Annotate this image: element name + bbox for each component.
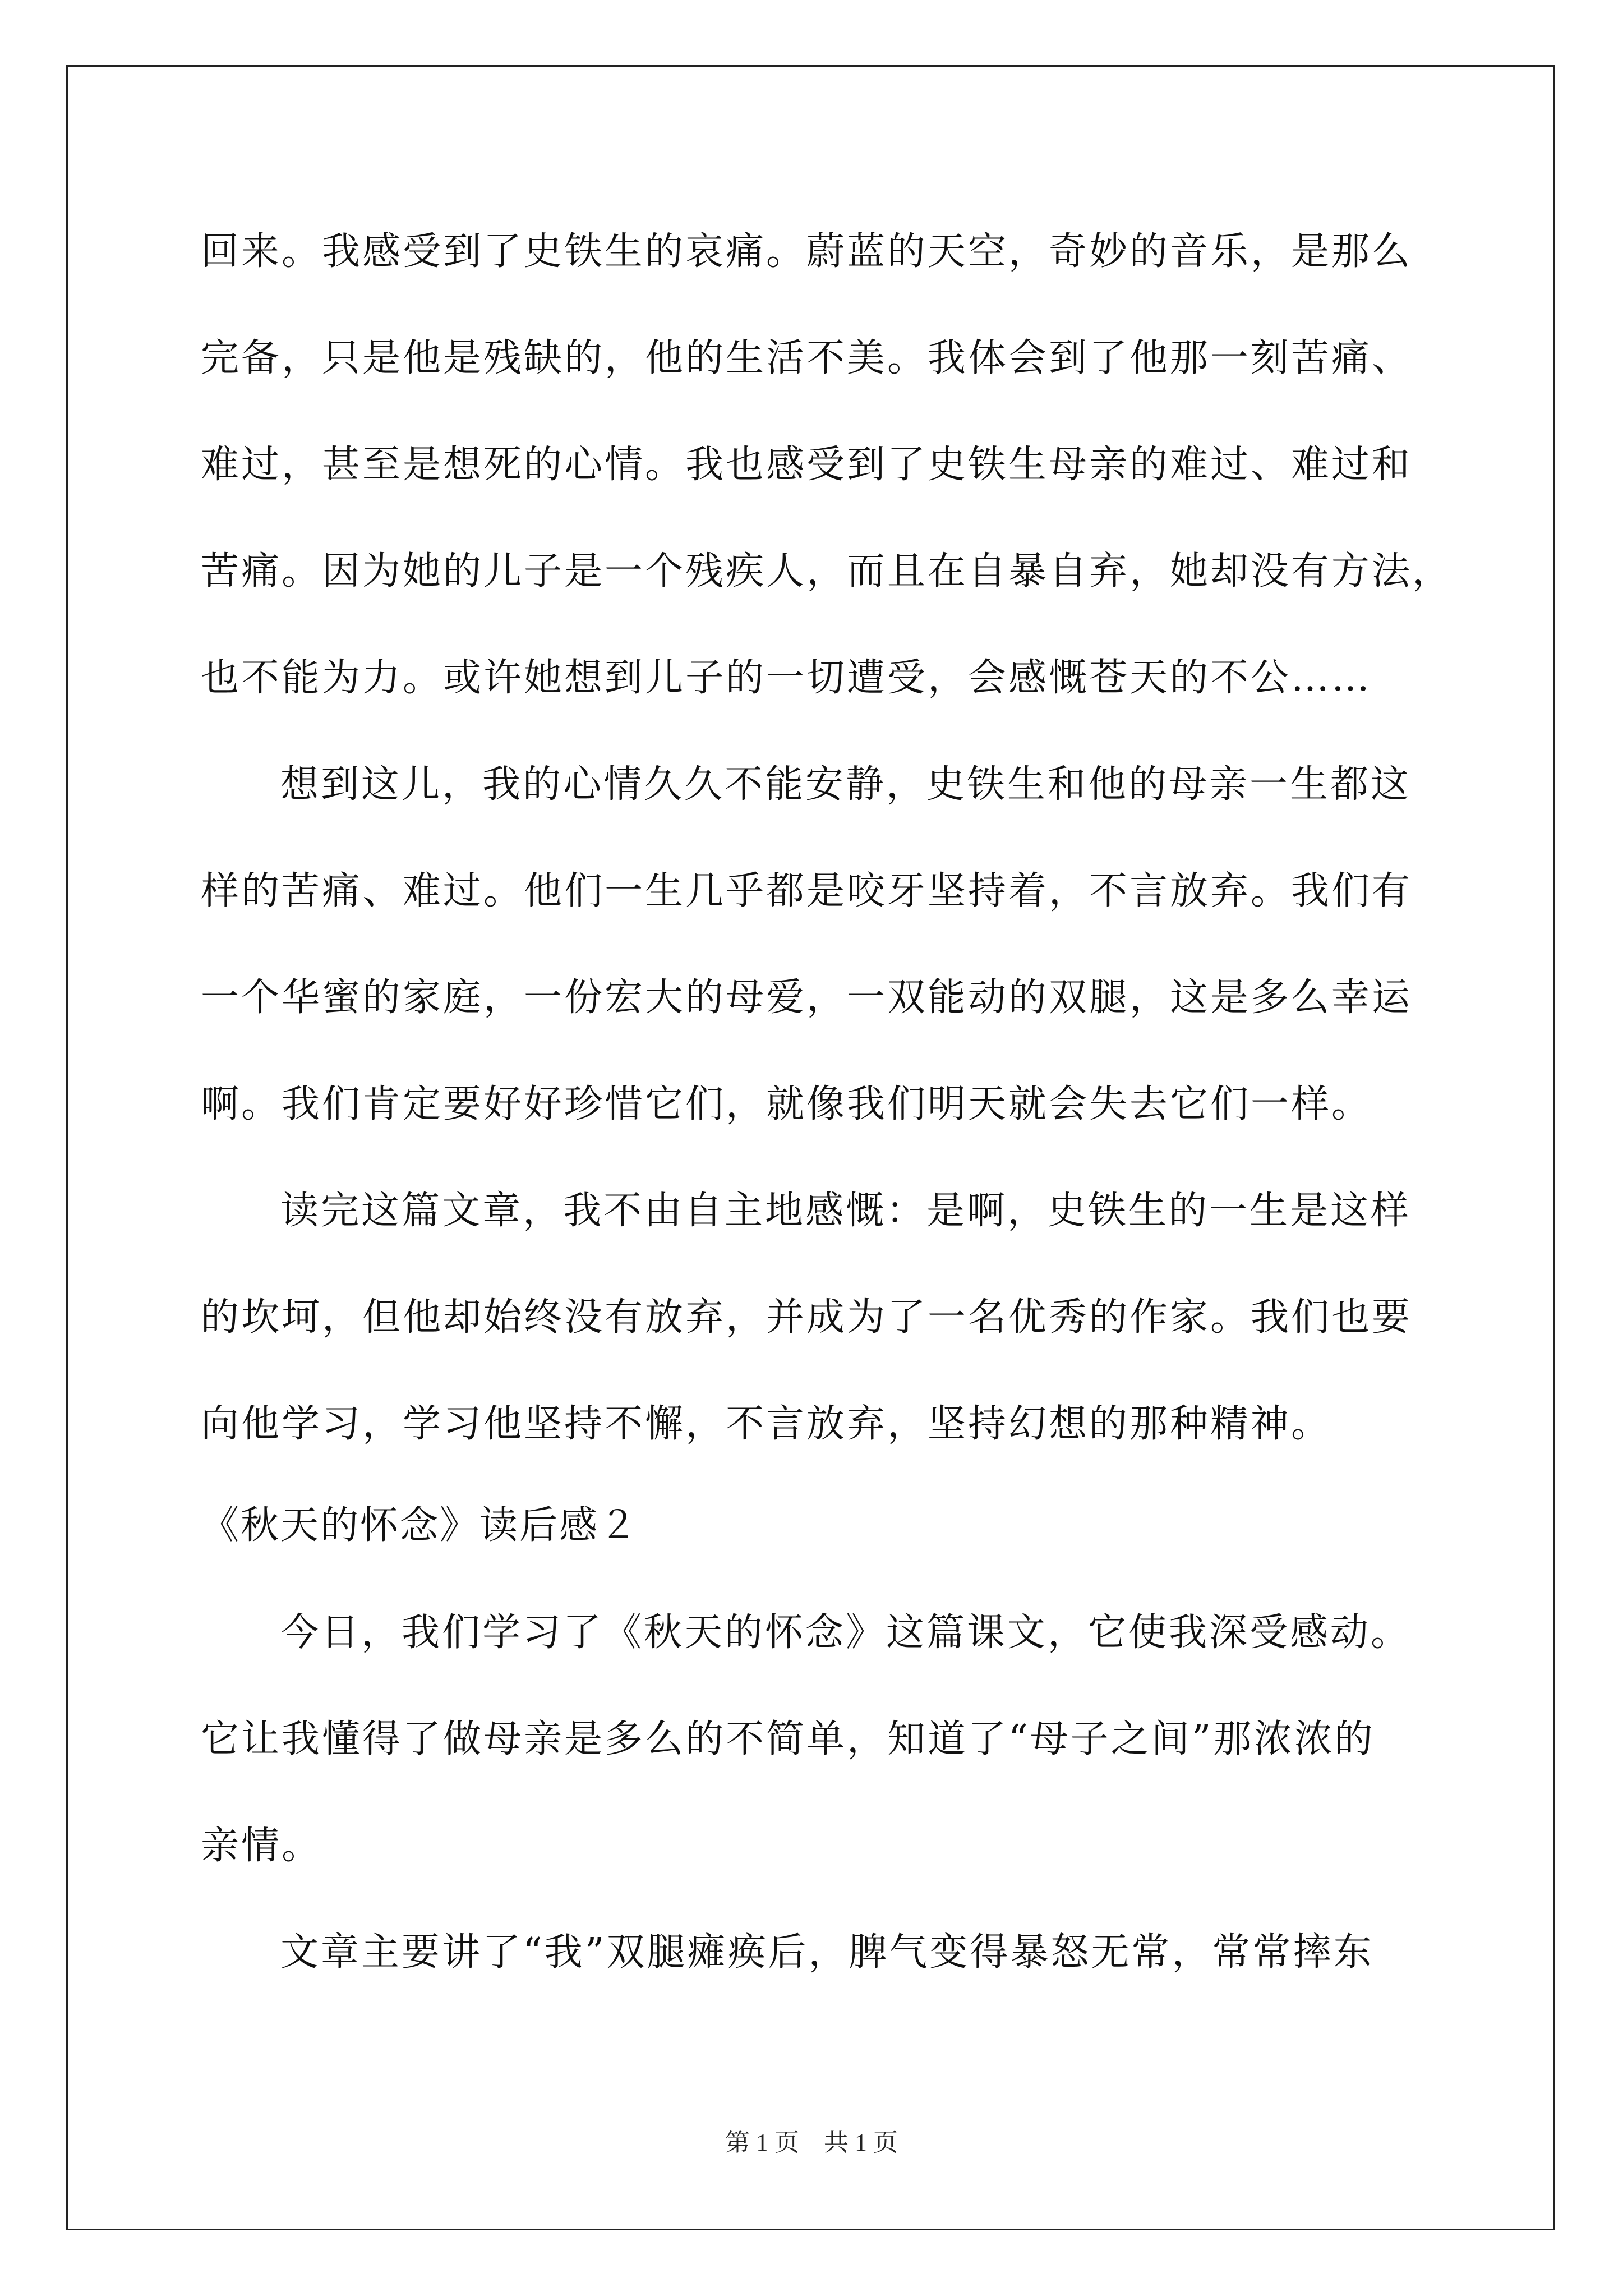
text-line: 也不能为力。或许她想到儿子的一切遭受，会感慨苍天的不公…… bbox=[201, 656, 1372, 700]
section-heading: 《秋天的怀念》读后感２ bbox=[201, 1503, 639, 1548]
text-line: 它让我懂得了做母亲是多么的不简单，知道了“母子之间”那浓浓的 bbox=[201, 1717, 1375, 1761]
text-line: 样的苦痛、难过。他们一生几乎都是咬牙坚持着，不言放弃。我们有 bbox=[201, 869, 1413, 913]
text-line: 一个华蜜的家庭，一份宏大的母爱，一双能动的双腿，这是多么幸运 bbox=[201, 976, 1413, 1020]
text-line: 的坎坷，但他却始终没有放弃，并成为了一名优秀的作家。我们也要 bbox=[201, 1295, 1413, 1340]
text-line: 完备，只是他是残缺的，他的生活不美。我体会到了他那一刻苦痛、 bbox=[201, 336, 1413, 380]
text-line: 向他学习，学习他坚持不懈，不言放弃，坚持幻想的那种精神。 bbox=[201, 1402, 1332, 1446]
text-line: 文章主要讲了“我”双腿瘫痪后，脾气变得暴怒无常，常常摔东 bbox=[280, 1930, 1374, 1975]
text-line: 读完这篇文章，我不由自主地感慨：是啊，史铁生的一生是这样 bbox=[280, 1189, 1412, 1233]
page-footer: 第 1 页 共 1 页 bbox=[725, 2129, 898, 2156]
text-line: 啊。我们肯定要好好珍惜它们，就像我们明天就会失去它们一样。 bbox=[201, 1082, 1372, 1126]
page-border bbox=[66, 65, 1555, 2230]
text-line: 想到这儿，我的心情久久不能安静，史铁生和他的母亲一生都这 bbox=[280, 762, 1412, 807]
text-line: 苦痛。因为她的儿子是一个残疾人，而且在自暴自弃，她却没有方法， bbox=[201, 549, 1453, 593]
text-line: 回来。我感受到了史铁生的哀痛。蔚蓝的天空，奇妙的音乐，是那么 bbox=[201, 229, 1413, 274]
text-line: 难过，甚至是想死的心情。我也感受到了史铁生母亲的难过、难过和 bbox=[201, 443, 1413, 487]
text-line: 亲情。 bbox=[201, 1824, 322, 1868]
text-line: 今日，我们学习了《秋天的怀念》这篇课文，它使我深受感动。 bbox=[280, 1611, 1412, 1655]
